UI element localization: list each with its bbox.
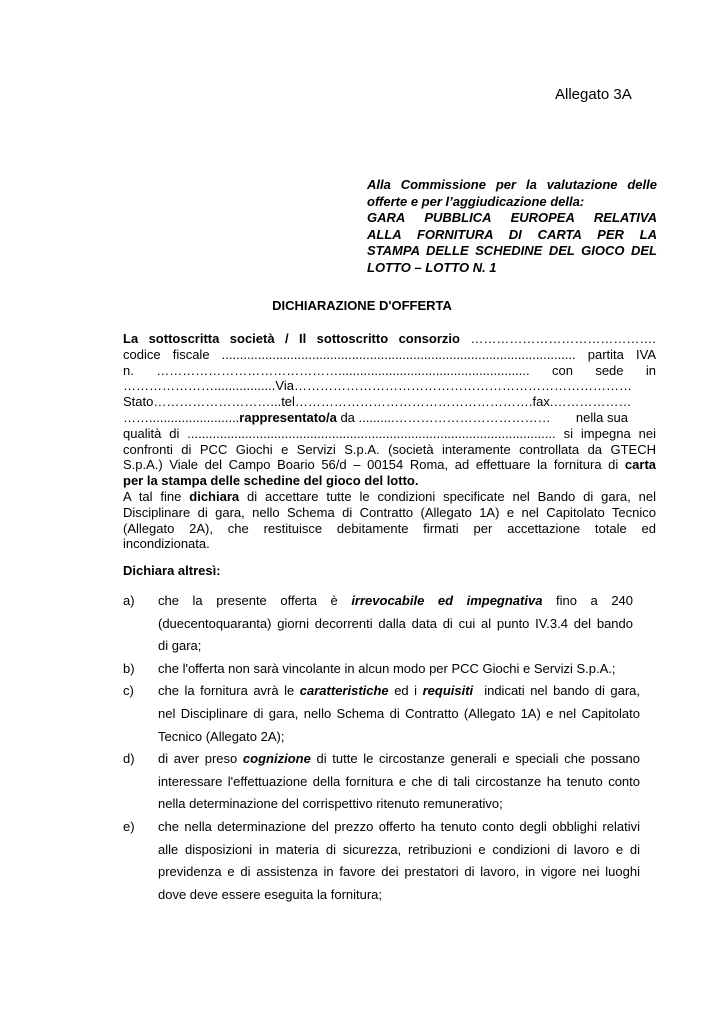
bold-text: carta bbox=[624, 457, 656, 473]
addressee-line: STAMPA DELLE SCHEDINE DEL GIOCO DEL bbox=[367, 243, 657, 258]
emphasis-text: irrevocabile ed impegnativa bbox=[351, 593, 543, 608]
bold-text: La sottoscritta società / Il sottoscritto consorzio bbox=[123, 331, 460, 346]
bold-text: rappresentato/a bbox=[239, 409, 337, 425]
body-line bbox=[123, 331, 656, 347]
body-text: A tal fine bbox=[123, 488, 190, 504]
body-line: (Allegato 2A), che restituisce debitamente firmati per accettazione totale ed bbox=[123, 520, 656, 536]
fill-text: ……......................... bbox=[123, 409, 240, 425]
body-text: ed i bbox=[388, 683, 423, 699]
body-text: indicati nel bando di gara, bbox=[473, 683, 641, 699]
item-label: b) bbox=[123, 660, 135, 676]
item-text bbox=[158, 816, 640, 906]
body-text: S.p.A.) Viale del Campo Boario 56/d – 00154 Roma, ad effettuare la fornitura di bbox=[123, 457, 625, 473]
body-line: n. ……………………………………..................................................... con sede in bbox=[123, 362, 656, 378]
item-line: dove deve essere eseguita la fornitura; bbox=[158, 886, 383, 902]
item-line: previdenza e di assistenza in favore dei prestatori di lavoro, in vigore nei luoghi bbox=[158, 864, 640, 880]
document-title: DICHIARAZIONE D'OFFERTA bbox=[272, 298, 452, 313]
item-line: alle disposizioni in materia di sicurezza, retribuzioni e condizioni di lavoro e di bbox=[158, 841, 640, 857]
attachment-label: Allegato 3A bbox=[555, 86, 632, 103]
list-item-a bbox=[123, 590, 643, 658]
body-text: di tutte le circostanze generali e speciali che possano bbox=[310, 751, 640, 767]
body-line bbox=[123, 489, 656, 505]
body-text: di aver preso bbox=[158, 751, 243, 767]
fill-text: da ..........……………………………… nella sua bbox=[336, 409, 628, 425]
list-item-b bbox=[123, 658, 643, 681]
body-line: Stato………………………...tel……………………………………………….fax.……………… bbox=[123, 394, 632, 410]
item-label: c) bbox=[123, 683, 134, 699]
item-line: che l'offerta non sarà vincolante in alcun modo per PCC Giochi e Servizi S.p.A.; bbox=[158, 660, 616, 676]
body-text: che la fornitura avrà le bbox=[158, 683, 300, 699]
item-line: nella determinazione del corrispettivo ritenuto remunerativo; bbox=[158, 796, 503, 812]
addressee-block bbox=[367, 177, 657, 276]
body-line: qualità di ...................................................................................................... si impegna nei bbox=[123, 425, 656, 441]
item-text bbox=[158, 680, 640, 748]
item-text bbox=[158, 748, 640, 816]
addressee-line: LOTTO – LOTTO N. 1 bbox=[367, 259, 497, 275]
emphasis-text: caratteristiche bbox=[299, 683, 389, 699]
body-line: ………………….................Via…………………………………………………………………… bbox=[123, 378, 632, 394]
item-line bbox=[158, 680, 640, 703]
body-line: codice fiscale .................................................................................................. partita IVA bbox=[123, 346, 656, 362]
item-text bbox=[158, 658, 640, 681]
item-label: d) bbox=[123, 751, 135, 767]
item-text bbox=[158, 590, 640, 658]
item-label: e) bbox=[123, 818, 135, 834]
body-line: per la stampa delle schedine del gioco del lotto. bbox=[123, 473, 419, 489]
addressee-line: offerte e per l’aggiudicazione della: bbox=[367, 193, 585, 209]
emphasis-text: cognizione bbox=[242, 751, 311, 767]
list-item-c bbox=[123, 680, 643, 748]
fill-text: ……………………………………. bbox=[459, 331, 656, 346]
body-line: Disciplinare di gara, nello Schema di Contratto (Allegato 1A) e nel Capitolato Tecnico bbox=[123, 504, 656, 520]
declaration-body bbox=[123, 331, 656, 552]
item-line bbox=[158, 590, 633, 613]
bold-text: dichiara bbox=[189, 488, 240, 504]
body-line bbox=[123, 457, 656, 473]
declaration-list bbox=[123, 590, 643, 906]
addressee-line: Alla Commissione per la valutazione delle bbox=[367, 177, 657, 192]
item-line: nel Disciplinare di gara, nello Schema di Contratto (Allegato 1A) e nel Capitolato bbox=[158, 705, 640, 721]
addressee-line: ALLA FORNITURA DI CARTA PER LA bbox=[367, 226, 657, 242]
item-line: di gara; bbox=[158, 638, 202, 654]
item-line: che nella determinazione del prezzo offerto ha tenuto conto degli obblighi relativi bbox=[158, 818, 640, 834]
item-line: interessare l'effettuazione della fornitura e che di tali circostanze ha tenuto conto bbox=[158, 773, 640, 789]
emphasis-text: requisiti bbox=[422, 683, 474, 699]
list-item-e bbox=[123, 816, 643, 906]
body-text: fino a 240 bbox=[542, 593, 634, 608]
list-item-d bbox=[123, 748, 643, 816]
item-label: a) bbox=[123, 593, 135, 608]
body-text: di accettare tutte le condizioni specificate nel Bando di gara, nel bbox=[239, 488, 656, 504]
body-line bbox=[123, 410, 656, 426]
section-heading: Dichiara altresì: bbox=[123, 563, 221, 578]
body-line: confronti di PCC Giochi e Servizi S.p.A. (società interamente controllata da GTECH bbox=[123, 441, 656, 457]
body-line: incondizionata. bbox=[123, 536, 210, 552]
item-line: (duecentoquaranta) giorni decorrenti dalla data di cui al punto IV.3.4 del bando bbox=[158, 615, 633, 631]
item-line: Tecnico (Allegato 2A); bbox=[158, 728, 285, 744]
addressee-line: GARA PUBBLICA EUROPEA RELATIVA bbox=[367, 210, 657, 225]
body-text: che la presente offerta è bbox=[158, 593, 352, 608]
item-line bbox=[158, 748, 640, 771]
